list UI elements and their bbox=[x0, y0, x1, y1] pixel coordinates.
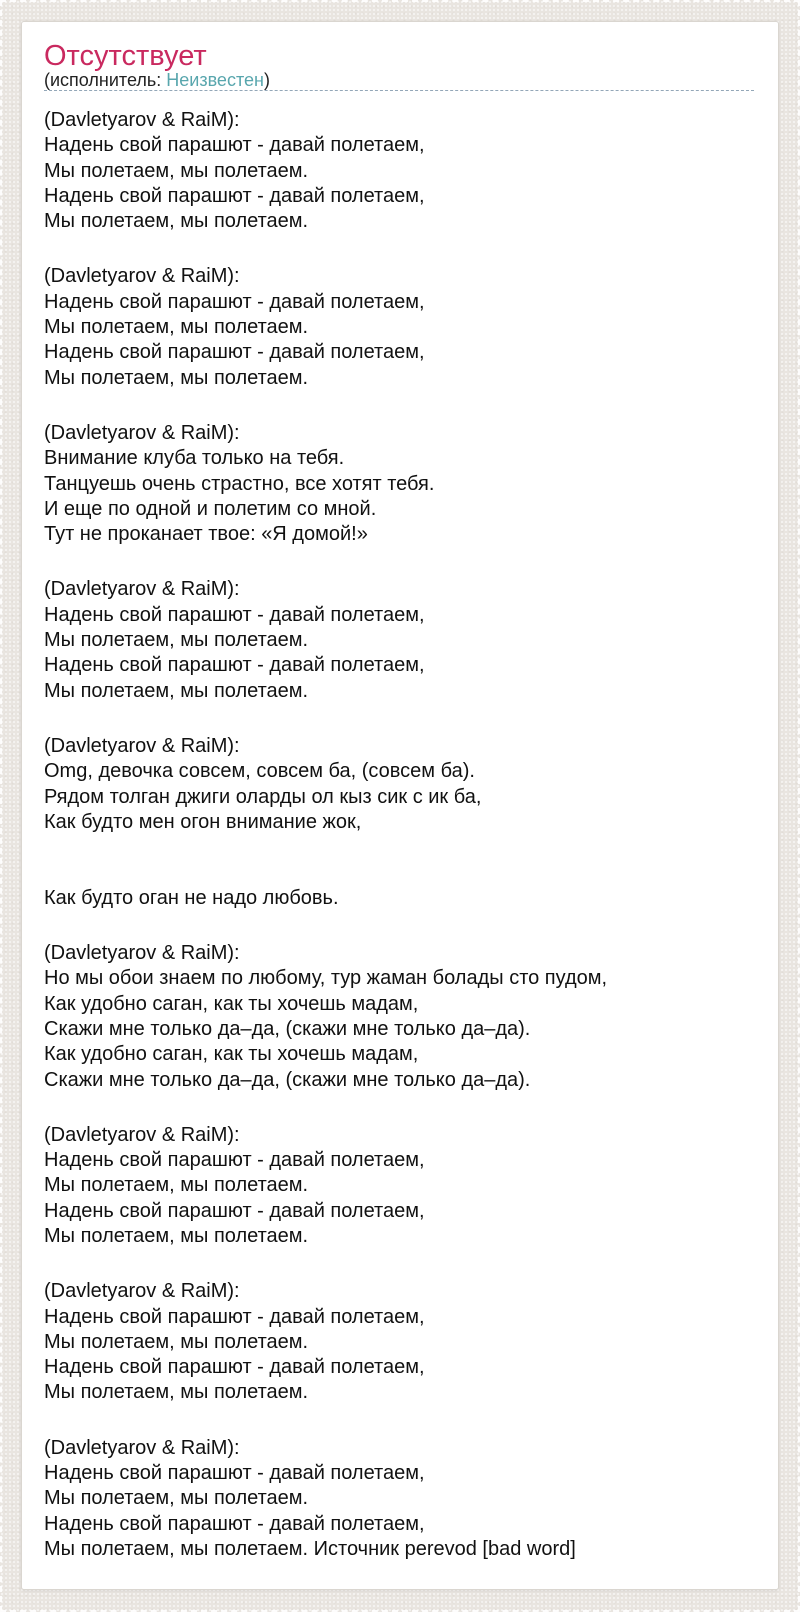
lyric-line: И еще по одной и полетим со мной. bbox=[44, 497, 377, 520]
lyric-line: Надень свой парашют - давай полетаем, bbox=[44, 1149, 425, 1172]
lyric-line: (Davletyarov & RaiM): bbox=[44, 1436, 240, 1459]
stanza bbox=[44, 1436, 754, 1562]
lyric-line: (Davletyarov & RaiM): bbox=[44, 109, 240, 131]
lyric-line: Мы полетаем, мы полетаем. bbox=[44, 1224, 309, 1247]
lyric-line: Надень свой парашют - давай полетаем, bbox=[44, 184, 425, 207]
stanza bbox=[44, 577, 754, 703]
lyric-line: (Davletyarov & RaiM): bbox=[44, 734, 240, 757]
blank-line bbox=[44, 835, 754, 860]
lyrics-card bbox=[21, 21, 779, 1590]
lyric-line: (Davletyarov & RaiM): bbox=[44, 421, 240, 444]
lyric-line: Надень свой парашют - давай полетаем, bbox=[44, 1356, 425, 1379]
lyric-line: Надень свой парашют - давай полетаем, bbox=[44, 341, 425, 364]
artist-line bbox=[44, 71, 754, 89]
stanza bbox=[44, 1279, 754, 1405]
artist-label: (исполнитель: bbox=[44, 70, 167, 90]
blank-line bbox=[44, 860, 754, 885]
lyric-line: Мы полетаем, мы полетаем. bbox=[44, 1381, 309, 1404]
lyric-line: Мы полетаем, мы полетаем. bbox=[44, 679, 309, 702]
artist-link[interactable]: Неизвестен bbox=[166, 70, 264, 90]
lyric-line: Надень свой парашют - давай полетаем, bbox=[44, 1512, 425, 1535]
song-header bbox=[44, 41, 754, 89]
lyric-line: Надень свой парашют - давай полетаем, bbox=[44, 1305, 425, 1328]
lyric-line: (Davletyarov & RaiM): bbox=[44, 265, 240, 288]
lyric-line: Тут не проканает твое: «Я домой!» bbox=[44, 523, 368, 546]
song-title: Отсутствует bbox=[44, 40, 207, 72]
lyric-line: Мы полетаем, мы полетаем. bbox=[44, 1330, 309, 1353]
lyric-line: Как удобно саган, как ты хочешь мадам, bbox=[44, 992, 419, 1015]
lyric-line: Внимание клуба только на тебя. bbox=[44, 447, 345, 470]
lyric-line: Танцуешь очень страстно, все хотят тебя. bbox=[44, 472, 435, 495]
lyric-line: Мы полетаем, мы полетаем. bbox=[44, 1487, 309, 1510]
lyric-line: Как удобно саган, как ты хочешь мадам, bbox=[44, 1043, 419, 1066]
lyric-line: Скажи мне только да–да, (скажи мне только да–да). bbox=[44, 1017, 531, 1040]
lyric-line: (Davletyarov & RaiM): bbox=[44, 1280, 240, 1303]
lyric-line: Мы полетаем, мы полетаем. bbox=[44, 210, 309, 233]
lyric-line: Omg, девочка совсем, совсем ба, (совсем ба). bbox=[44, 760, 475, 783]
lyric-line: Надень свой парашют - давай полетаем, bbox=[44, 1199, 425, 1222]
lyric-line: Скажи мне только да–да, (скажи мне только да–да). bbox=[44, 1068, 531, 1091]
artist-label-close: ) bbox=[263, 70, 270, 90]
lyric-line: Мы полетаем, мы полетаем. bbox=[44, 316, 309, 339]
lyric-line: Надень свой парашют - давай полетаем, bbox=[44, 134, 425, 157]
lyric-line: Надень свой парашют - давай полетаем, bbox=[44, 603, 425, 626]
lyric-line: Мы полетаем, мы полетаем. Источник perevod [bad word] bbox=[44, 1537, 576, 1560]
lyric-line: Надень свой парашют - давай полетаем, bbox=[44, 1462, 425, 1485]
stanza bbox=[44, 264, 754, 390]
stanza bbox=[44, 421, 754, 547]
lyric-line: Мы полетаем, мы полетаем. bbox=[44, 629, 309, 652]
lyric-line: (Davletyarov & RaiM): bbox=[44, 1123, 240, 1146]
lyric-line: (Davletyarov & RaiM): bbox=[44, 942, 240, 965]
stanza bbox=[44, 941, 754, 1093]
lyric-line: Как будто оган не надо любовь. bbox=[44, 886, 339, 909]
lyric-line: Мы полетаем, мы полетаем. bbox=[44, 1174, 309, 1197]
lyric-line: Рядом толган джиги оларды ол кыз сик с ик ба, bbox=[44, 785, 482, 808]
lyrics-text bbox=[44, 91, 754, 1562]
lyric-line: Как будто мен огон внимание жок, bbox=[44, 810, 362, 833]
lyric-line: Но мы обои знаем по любому, тур жаман болады сто пудом, bbox=[44, 967, 608, 990]
stanza bbox=[44, 1123, 754, 1249]
lyric-line: Мы полетаем, мы полетаем. bbox=[44, 159, 309, 182]
lyric-line: Надень свой парашют - давай полетаем, bbox=[44, 290, 425, 313]
stanza bbox=[44, 734, 754, 911]
lyric-line: Мы полетаем, мы полетаем. bbox=[44, 366, 309, 389]
lyric-line: (Davletyarov & RaiM): bbox=[44, 578, 240, 601]
stanza bbox=[44, 108, 754, 234]
lyric-line: Надень свой парашют - давай полетаем, bbox=[44, 654, 425, 677]
